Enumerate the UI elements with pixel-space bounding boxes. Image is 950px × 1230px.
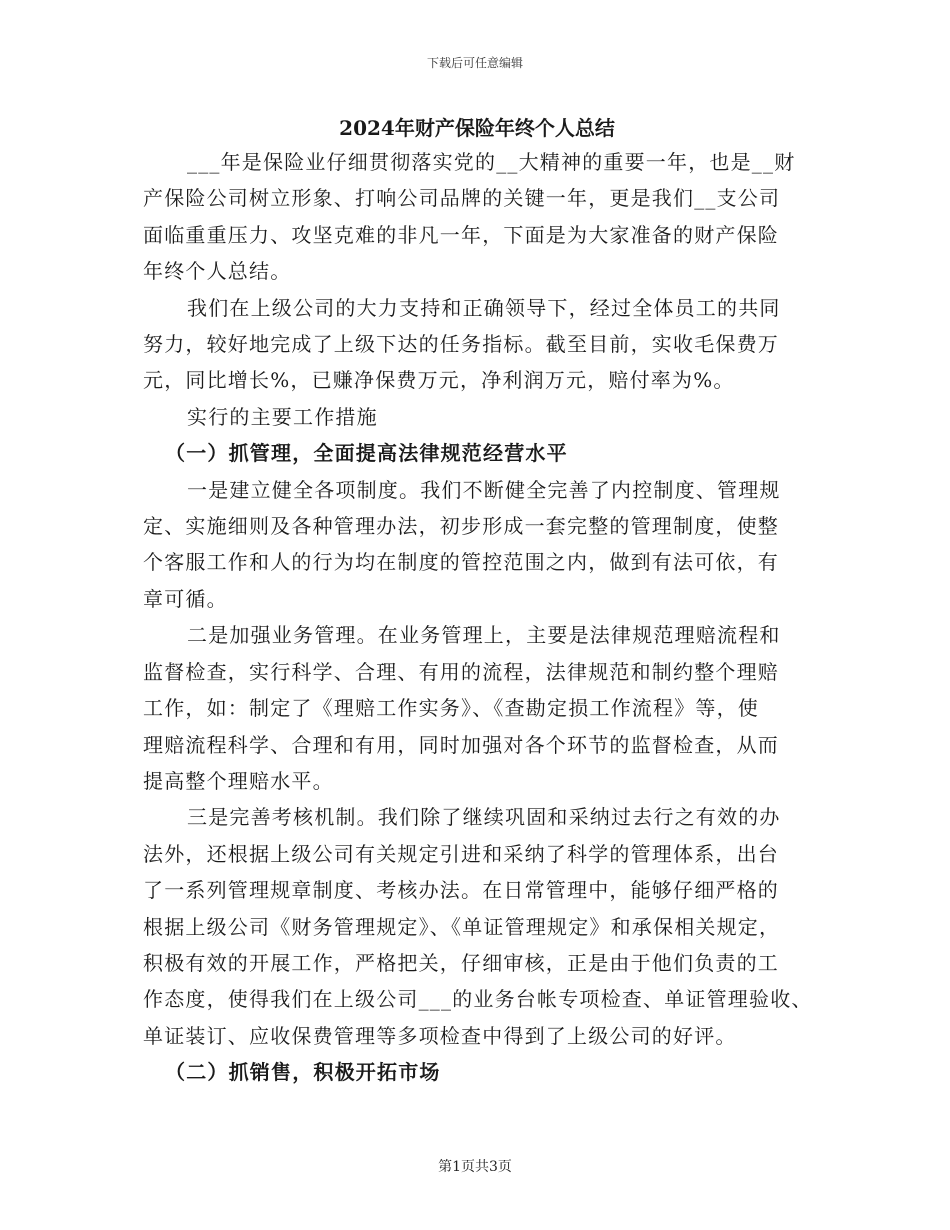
paragraph-line: 三是完善考核机制。我们除了继续巩固和采纳过去行之有效的办 [187, 805, 781, 830]
paragraph-line: 我们在上级公司的大力支持和正确领导下，经过全体员工的共同 [187, 295, 781, 320]
paragraph-line: 一是建立健全各项制度。我们不断健全完善了内控制度、管理规 [187, 477, 781, 502]
page-footer: 第1页共3页 [438, 1159, 512, 1175]
paragraph [143, 144, 811, 290]
paragraph-line: 年终个人总结。 [143, 259, 292, 284]
document-title: 2024年财产保险年终个人总结 [339, 116, 615, 140]
paragraph-line: 监督检查，实行科学、合理、有用的流程，法律规范和制约整个理赔 [143, 659, 779, 684]
paragraph-line: 积极有效的开展工作，严格把关，仔细审核，正是由于他们负责的工 [143, 950, 779, 975]
paragraph-line: 产保险公司树立形象、打响公司品牌的关键一年，更是我们__支公司 [143, 186, 781, 211]
paragraph-line: 个客服工作和人的行为均在制度的管控范围之内，做到有法可依，有 [143, 550, 779, 575]
section-heading: （一）抓管理，全面提高法律规范经营水平 [165, 441, 568, 466]
paragraph-line: 元，同比增长%，已赚净保费万元，净利润万元，赔付率为%。 [143, 368, 735, 393]
paragraph-line: 二是加强业务管理。在业务管理上，主要是法律规范理赔流程和 [187, 623, 781, 648]
paragraph-line: 定、实施细则及各种管理办法，初步形成一套完整的管理制度，使整 [143, 514, 779, 539]
paragraph [143, 472, 811, 618]
paragraph [143, 799, 811, 1054]
paragraph-line: 理赔流程科学、合理和有用，同时加强对各个环节的监督检查，从而 [143, 732, 779, 757]
paragraph-line: 作态度，使得我们在上级公司___的业务台帐专项检查、单证管理验收、 [143, 987, 813, 1012]
paragraph-line: ___年是保险业仔细贯彻落实党的__大精神的重要一年，也是__财 [187, 150, 796, 174]
paragraph-line: 根据上级公司《财务管理规定》、《单证管理规定》和承保相关规定， [143, 914, 781, 939]
section-heading: （二）抓销售，积极开拓市场 [165, 1060, 441, 1085]
paragraph-line: 了一系列管理规章制度、考核办法。在日常管理中，能够仔细严格的 [143, 878, 779, 903]
header-note: 下载后可任意编辑 [426, 56, 523, 70]
paragraph-line: 面临重重压力、攻坚克难的非凡一年，下面是为大家准备的财产保险 [143, 222, 779, 247]
paragraph-line: 法外，还根据上级公司有关规定引进和采纳了科学的管理体系，出台 [143, 841, 779, 866]
paragraph-line: 提高整个理赔水平。 [143, 768, 334, 793]
subsection-label: 实行的主要工作措施 [187, 404, 378, 429]
document-body [143, 112, 811, 1091]
paragraph-line: 工作，如：制定了《理赔工作实务》、《查勘定损工作流程》等，使 [143, 696, 759, 721]
paragraph [143, 290, 811, 399]
paragraph-line: 努力，较好地完成了上级下达的任务指标。截至目前，实收毛保费万 [143, 332, 779, 357]
paragraph-line: 章可循。 [143, 586, 228, 611]
paragraph [143, 617, 811, 799]
document-content [143, 144, 811, 1091]
paragraph-line: 单证装订、应收保费管理等多项检查中得到了上级公司的好评。 [143, 1023, 737, 1048]
